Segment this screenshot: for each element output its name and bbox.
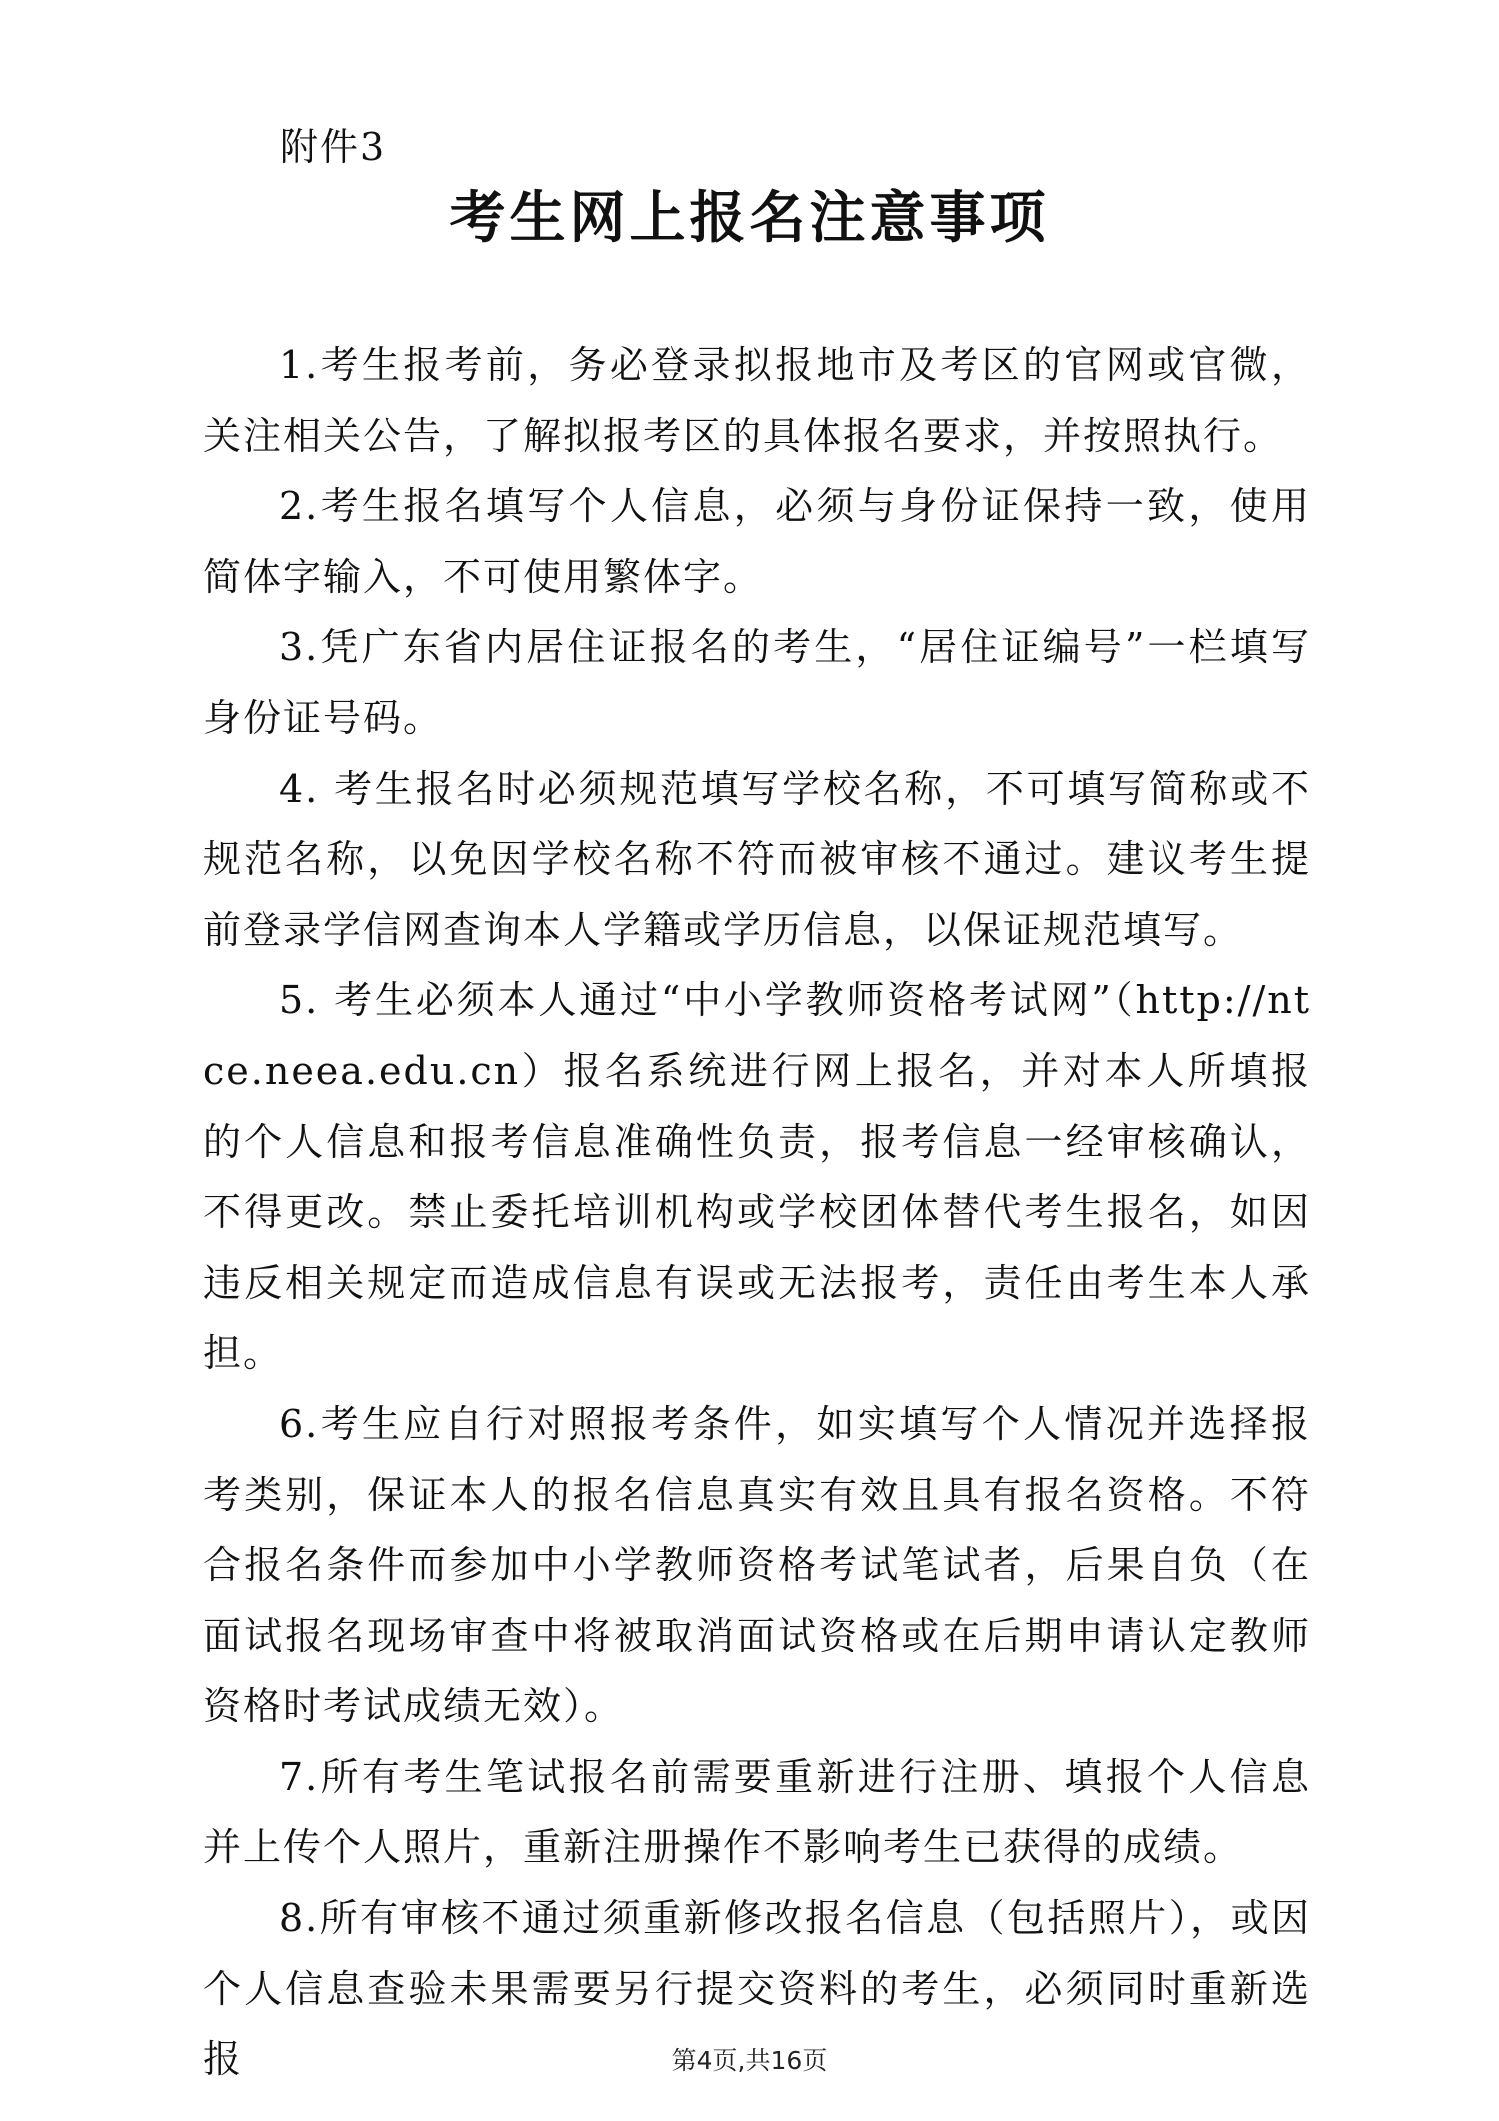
paragraph-4: 4. 考生报名时必须规范填写学校名称，不可填写简称或不规范名称，以免因学校名称不符而被审核不通过。建议考生提前登录学信网查询本人学籍或学历信息，以保证规范填写。: [203, 766, 1311, 952]
paragraph-8: 8.所有审核不通过须重新修改报名信息（包括照片），或因个人信息查验未果需要另行提交资料的考生，必须同时重新选报: [203, 1896, 1311, 2082]
paragraph-2: 2.考生报名填写个人信息，必须与身份证保持一致，使用简体字输入，不可使用繁体字。: [203, 484, 1311, 599]
document-body: [203, 330, 1311, 2095]
paragraph-5: 5. 考生必须本人通过“中小学教师资格考试网”（http://ntce.neea.edu.cn）报名系统进行网上报名，并对本人所填报的个人信息和报考信息准确性负责，报考信息一经审核确认，不得更改。禁止委托培训机构或学校团体替代考生报名，如因违反相关规定而造成信息有误或无法报考，责任由考生本人承担。: [203, 978, 1311, 1376]
paragraph-7: 7.所有考生笔试报名前需要重新进行注册、填报个人信息并上传个人照片，重新注册操作不影响考生已获得的成绩。: [203, 1754, 1311, 1870]
paragraph-3: 3.凭广东省内居住证报名的考生，“居住证编号”一栏填写身份证号码。: [203, 625, 1311, 740]
paragraph-6: 6.考生应自行对照报考条件，如实填写个人情况并选择报考类别，保证本人的报名信息真实有效且具有报名资格。不符合报名条件而参加中小学教师资格考试笔试者，后果自负（在面试报名现场审查中将被取消面试资格或在后期申请认定教师资格时考试成绩无效）。: [203, 1401, 1311, 1729]
attachment-label: 附件3: [280, 125, 387, 169]
paragraph-1: 1.考生报考前，务必登录拟报地市及考区的官网或官微，关注相关公告，了解拟报考区的具体报名要求，并按照执行。: [203, 343, 1311, 458]
document-title: 考生网上报名注意事项: [449, 185, 1050, 251]
page-number-footer: 第4页,共16页: [671, 2046, 828, 2075]
